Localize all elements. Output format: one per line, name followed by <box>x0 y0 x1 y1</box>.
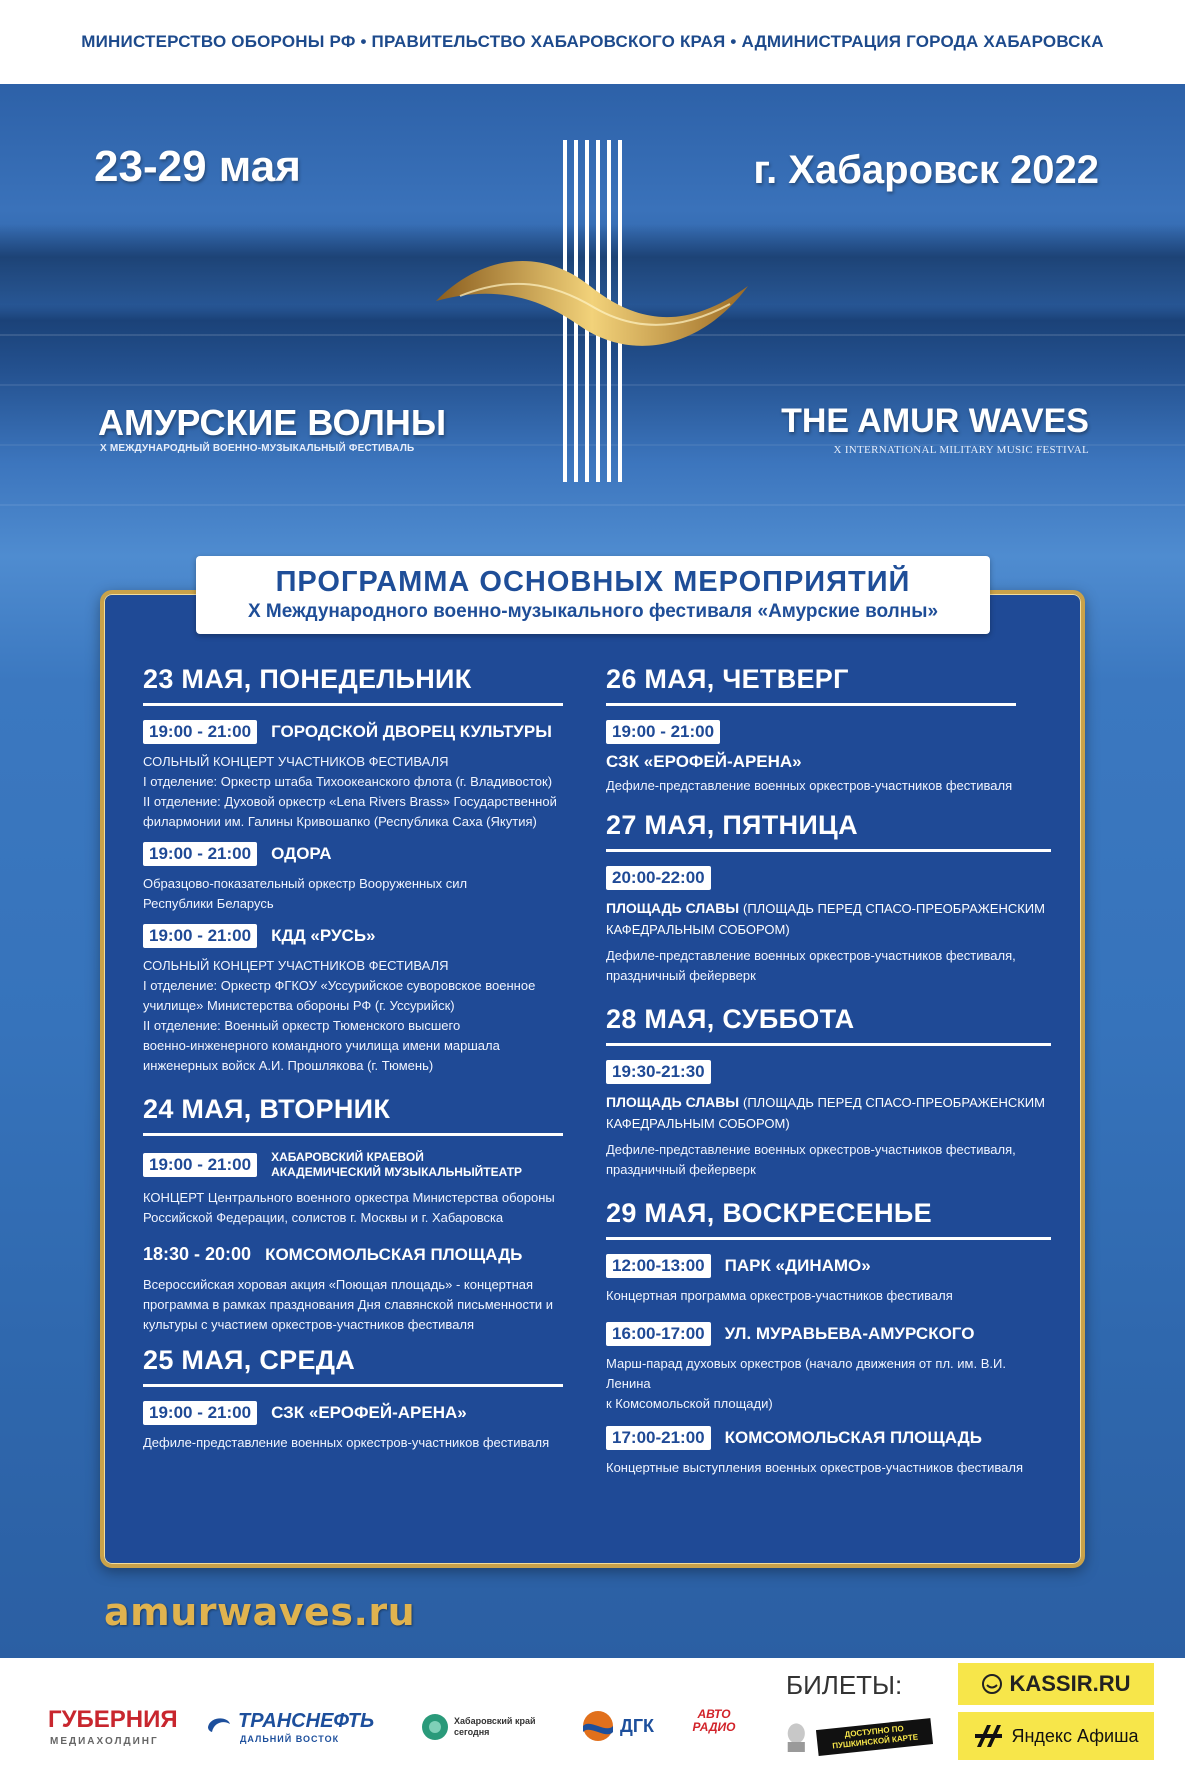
event <box>143 1242 563 1335</box>
kassir-button[interactable] <box>958 1663 1154 1705</box>
event <box>143 842 563 914</box>
event-venue-note: (ПЛОЩАДЬ ПЕРЕД СПАСО-ПРЕОБРАЖЕНСКИМ <box>743 1095 1045 1110</box>
sponsor-dgk: ДГК <box>620 1716 655 1736</box>
event-line: СОЛЬНЫЙ КОНЦЕРТ УЧАСТНИКОВ ФЕСТИВАЛЯ <box>143 754 449 769</box>
program-right-column <box>606 664 1051 1488</box>
event-line: культуры с участием оркестров-участников фестиваля <box>143 1317 475 1332</box>
event-venue: ОДОРА <box>271 844 332 863</box>
sponsor-gubernia-sub: МЕДИАХОЛДИНГ <box>50 1736 159 1747</box>
khabkrai-logo-icon <box>420 1712 450 1742</box>
event <box>606 1254 1051 1306</box>
event-time: 19:00 - 21:00 <box>143 720 257 744</box>
event-line: СОЛЬНЫЙ КОНЦЕРТ УЧАСТНИКОВ ФЕСТИВАЛЯ <box>143 958 449 973</box>
event-time: 19:00 - 21:00 <box>606 720 720 744</box>
festival-subtitle-ru: X МЕЖДУНАРОДНЫЙ ВОЕННО-МУЗЫКАЛЬНЫЙ ФЕСТИВАЛЬ <box>100 443 415 454</box>
event-line: Российской Федерации, солистов г. Москвы и г. Хабаровска <box>143 1210 504 1225</box>
day-heading: 28 МАЯ, СУББОТА <box>606 1004 1051 1046</box>
event-venue-note: КАФЕДРАЛЬНЫМ СОБОРОМ) <box>606 922 790 937</box>
organizers-bar <box>0 0 1185 84</box>
event-venue: УЛ. МУРАВЬЕВА-АМУРСКОГО <box>724 1324 975 1343</box>
pushkin-portrait-icon <box>782 1714 811 1760</box>
event-line: II отделение: Военный оркестр Тюменского высшего <box>143 1018 461 1033</box>
festival-name-ru: АМУРСКИЕ ВОЛНЫ <box>98 402 447 443</box>
event-line: Республики Беларусь <box>143 896 274 911</box>
program-left-column <box>143 664 563 1463</box>
event-line: КОНЦЕРТ Центрального военного оркестра Министерства обороны <box>143 1190 555 1205</box>
event-line: Всероссийская хоровая акция «Поющая площадь» - концертная <box>143 1277 534 1292</box>
event-line: Марш-парад духовых оркестров (начало движения от пл. им. В.И. Ленина <box>606 1356 1006 1391</box>
pushkin-card-label: ДОСТУПНО ПО ПУШКИНСКОЙ КАРТЕ <box>816 1718 934 1756</box>
event-venue-name: ПЛОЩАДЬ СЛАВЫ <box>606 900 740 916</box>
event <box>606 1322 1051 1414</box>
event-line: праздничный фейерверк <box>606 968 756 983</box>
sponsor-autoradio: АВТО РАДИО <box>692 1707 736 1734</box>
event-line: I отделение: Оркестр ФГКОУ «Уссурийское суворовское военное <box>143 978 536 993</box>
festival-logo <box>430 136 760 486</box>
event-time: 12:00-13:00 <box>606 1254 711 1278</box>
city-year: г. Хабаровск 2022 <box>753 148 1099 192</box>
event-venue <box>271 1150 522 1180</box>
event <box>606 1060 1051 1180</box>
pushkin-card-badge[interactable] <box>782 1712 932 1762</box>
event-venue-line: АКАДЕМИЧЕСКИЙ МУЗЫКАЛЬНЫЙТЕАТР <box>271 1165 523 1179</box>
organizers-text: МИНИСТЕРСТВО ОБОРОНЫ РФ • ПРАВИТЕЛЬСТВО ХАБАРОВСКОГО КРАЯ • АДМИНИСТРАЦИЯ ГОРОДА ХАБАРОВСКА <box>81 32 1104 51</box>
transneft-logo-icon <box>204 1712 234 1742</box>
event-venue: СЗК «ЕРОФЕЙ-АРЕНА» <box>606 752 802 771</box>
event-time: 19:00 - 21:00 <box>143 924 257 948</box>
event-venue: КОМСОМОЛЬСКАЯ ПЛОЩАДЬ <box>265 1244 523 1264</box>
day-heading: 23 МАЯ, ПОНЕДЕЛЬНИК <box>143 664 563 706</box>
smile-icon <box>981 1673 1003 1695</box>
event-time: 19:30-21:30 <box>606 1060 711 1084</box>
event-venue <box>606 898 1051 940</box>
event-line: инженерных войск А.И. Прошлякова (г. Тюмень) <box>143 1058 434 1073</box>
sponsor-gubernia: ГУБЕРНИЯ <box>48 1706 178 1733</box>
event-line: училище» Министерства обороны РФ (г. Уссурийск) <box>143 998 455 1013</box>
event-line: военно-инженерного командного училища имени маршала <box>143 1038 500 1053</box>
sponsor-transneft-sub: ДАЛЬНИЙ ВОСТОК <box>240 1734 340 1744</box>
event-venue: СЗК «ЕРОФЕЙ-АРЕНА» <box>271 1403 467 1422</box>
event-line: Дефиле-представление военных оркестров-участников фестиваля <box>606 778 1013 793</box>
festival-name-en: THE AMUR WAVES <box>781 402 1089 440</box>
event <box>143 924 563 1076</box>
day-heading: 29 МАЯ, ВОСКРЕСЕНЬЕ <box>606 1198 1051 1240</box>
event-time: 19:00 - 21:00 <box>143 1153 257 1177</box>
event-venue-note: КАФЕДРАЛЬНЫМ СОБОРОМ) <box>606 1116 790 1131</box>
event-line: Дефиле-представление военных оркестров-участников фестиваля, <box>606 948 1016 963</box>
event-line: Дефиле-представление военных оркестров-участников фестиваля, <box>606 1142 1016 1157</box>
event-venue: ПАРК «ДИНАМО» <box>724 1256 871 1275</box>
event-venue <box>606 1092 1051 1134</box>
event-line: праздничный фейерверк <box>606 1162 756 1177</box>
event-line: филармонии им. Галины Кривошапко (Республика Саха (Якутия) <box>143 814 537 829</box>
yandex-afisha-button[interactable] <box>958 1712 1154 1760</box>
event-line: Дефиле-представление военных оркестров-участников фестиваля <box>143 1435 550 1450</box>
program-subtitle: X Международного военно-музыкального фестиваля «Амурские волны» <box>247 601 939 622</box>
event-line: Образцово-показательный оркестр Вооруженных сил <box>143 876 468 891</box>
yandex-afisha-icon <box>973 1721 1003 1751</box>
day-heading: 27 МАЯ, ПЯТНИЦА <box>606 810 1051 852</box>
event-time: 16:00-17:00 <box>606 1322 711 1346</box>
festival-dates: 23-29 мая <box>94 142 301 191</box>
event-venue: КДД «РУСЬ» <box>271 926 376 945</box>
event <box>606 866 1051 986</box>
event-line: I отделение: Оркестр штаба Тихоокеанского флота (г. Владивосток) <box>143 774 553 789</box>
event-time: 20:00-22:00 <box>606 866 711 890</box>
tickets-label: БИЛЕТЫ: <box>786 1670 903 1700</box>
program-title-box <box>196 556 990 634</box>
day-heading: 25 МАЯ, СРЕДА <box>143 1345 563 1387</box>
event-time: 18:30 - 20:00 <box>143 1244 252 1264</box>
golden-wave-icon <box>436 261 748 346</box>
event <box>143 720 563 832</box>
event <box>606 1426 1051 1478</box>
sponsor-transneft: ТРАНСНЕФТЬ <box>238 1710 375 1732</box>
event-venue: КОМСОМОЛЬСКАЯ ПЛОЩАДЬ <box>724 1428 982 1447</box>
program-title: ПРОГРАММА ОСНОВНЫХ МЕРОПРИЯТИЙ <box>275 566 911 598</box>
event-time: 19:00 - 21:00 <box>143 1401 257 1425</box>
dgk-logo-icon <box>580 1708 616 1744</box>
website-link[interactable]: amurwaves.ru <box>104 1590 416 1634</box>
event <box>606 720 1051 796</box>
event-time: 19:00 - 21:00 <box>143 842 257 866</box>
festival-subtitle-en: X INTERNATIONAL MILITARY MUSIC FESTIVAL <box>833 444 1089 456</box>
event-line: Концертные выступления военных оркестров-участников фестиваля <box>606 1460 1024 1475</box>
event <box>143 1150 563 1228</box>
event-venue-name: ПЛОЩАДЬ СЛАВЫ <box>606 1094 740 1110</box>
event <box>143 1401 563 1453</box>
day-heading: 24 МАЯ, ВТОРНИК <box>143 1094 563 1136</box>
day-heading: 26 МАЯ, ЧЕТВЕРГ <box>606 664 1016 706</box>
event-line: к Комсомольской площади) <box>606 1396 773 1411</box>
sponsor-khabkrai: Хабаровский край сегодня <box>454 1716 536 1737</box>
kassir-label: KASSIR.RU <box>1009 1671 1131 1696</box>
ripple <box>0 504 1185 506</box>
yandex-afisha-label: Яндекс Афиша <box>1011 1725 1139 1746</box>
event-line: Концертная программа оркестров-участников фестиваля <box>606 1288 953 1303</box>
event-time: 17:00-21:00 <box>606 1426 711 1450</box>
event-venue-line: ХАБАРОВСКИЙ КРАЕВОЙ <box>271 1150 424 1164</box>
event-venue: ГОРОДСКОЙ ДВОРЕЦ КУЛЬТУРЫ <box>271 722 552 741</box>
event-venue-note: (ПЛОЩАДЬ ПЕРЕД СПАСО-ПРЕОБРАЖЕНСКИМ <box>743 901 1045 916</box>
event-line: II отделение: Духовой оркестр «Lena Rivers Brass» Государственной <box>143 794 557 809</box>
event-line: программа в рамках празднования Дня славянской письменности и <box>143 1297 554 1312</box>
